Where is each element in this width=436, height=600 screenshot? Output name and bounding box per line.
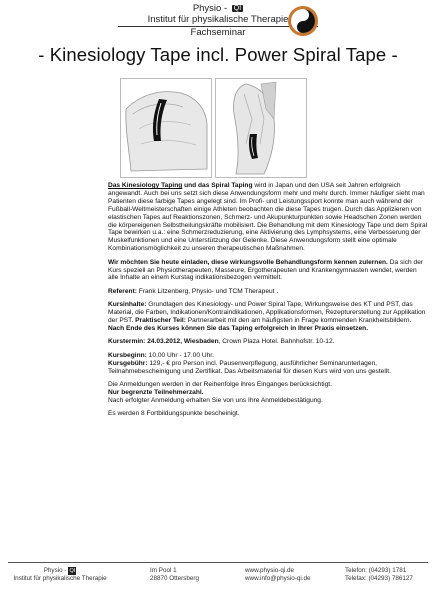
course-content-text: Grundlagen des Kinesiology- und Power Spiral Tape, Wirkungsweise des KT und PST, das Material, die Farben, Indikationen/Kontraindikationen, Applikationsformen, Rezepturerstellung zur Applikation der PST. xyxy=(108,301,426,325)
footer-address xyxy=(150,567,199,583)
referent-line xyxy=(108,288,428,296)
intro-text: wird in Japan und den USA seit Jahren erfolgreich angewandt. Auch bei uns setzt sich diese Anwendungsform mehr und mehr durch. Immer häufiger sieht man Patienten diese farbige Tapes angelegt sind. Im Profi- und Leistungssport konnte man auch während der Fußball-Weltmeisterschaften einige Athleten beobachten die diese Tapes trugen. Durch das Applizieren von elastischen Tapes auf Reaktionszonen, Schmerz- und Akupunkturpunkten sowie Headschen Zonen werden die körpereigenen Selbstheilungskräfte mobilisiert. Die Behandlung mit dem Kinesiology Tape und dem Spiral Tape bewirken u.a.: eine Schmerzreduzierung, eine Aktivierung des Lymphsystems, eine Verbesserung der Muskelfunktionen und eine Unterstützung der Gelenke. Diese Anwendungsform stellt eine optimale Kombinationsmöglichkeit zu unseren therapeutischen Maßnahmen. xyxy=(108,182,428,253)
footer-contact xyxy=(345,567,413,583)
footer-web xyxy=(245,567,311,583)
referent-label: Referent: xyxy=(108,287,137,295)
back-tape-illustration-icon xyxy=(216,79,306,177)
header-brand-text: Physio - xyxy=(192,3,228,14)
invitation-bold: Wir möchten Sie heute einladen, diese wirkungsvolle Behandlungsform kennen zulernen. xyxy=(108,258,388,266)
seminar-description xyxy=(108,182,428,424)
footer-street: Im Pool 1 xyxy=(150,567,177,574)
shoulder-tape-illustration xyxy=(120,78,212,178)
footer-brand-text: Physio - xyxy=(43,567,67,574)
intro-paragraph xyxy=(108,182,428,253)
course-start-value: 10.00 Uhr - 17.00 Uhr. xyxy=(146,351,214,359)
intro-highlight: Das Kinesiology Taping xyxy=(108,182,183,189)
registration-order: Die Anmeldungen werden in der Reihenfolge ihres Einganges berücksichtigt. xyxy=(108,381,332,389)
footer-institute: Institut für physikalische Therapie xyxy=(13,575,107,582)
course-date-venue: , Crown Plaza Hotel. Bahnhofstr. 10-12. xyxy=(218,338,335,346)
footer-email-link[interactable]: www.info@physio-qi.de xyxy=(245,575,311,582)
registration-confirmation: Nach erfolgter Anmeldung erhalten Sie von uns Ihre Anmeldebestätigung. xyxy=(108,396,323,404)
footer-fax: Telefax: (04293) 786127 xyxy=(345,575,413,582)
header-subtitle: Fachseminar xyxy=(190,27,246,38)
course-outcome: Nach Ende des Kurses können Sie das Taping erfolgreich in Ihrer Praxis einsetzen. xyxy=(108,325,369,332)
course-start-label: Kursbeginn: xyxy=(108,351,147,359)
practical-part-text: Partnerarbeit mit den am häufigsten in Frage kommenden Krankheitsbildern. xyxy=(185,317,412,325)
page-title: - Kinesiology Tape incl. Power Spiral Tape - xyxy=(38,44,398,65)
course-date-label: Kurstermin: 24.03.2012, Wiesbaden xyxy=(108,338,219,346)
registration-info xyxy=(108,381,428,405)
footer-phone: Telefon: (04293) 1781 xyxy=(345,567,407,574)
course-time-fee xyxy=(108,352,428,376)
course-fee-label: Kursgebühr: xyxy=(108,359,148,367)
yin-yang-figure-logo-icon xyxy=(286,4,320,38)
footer-divider xyxy=(8,562,428,563)
invitation-paragraph xyxy=(108,259,428,283)
course-fee-value: 129,- € pro Person incl. Pausenverpflegung, ausführlicher Seminarunterlagen, Teilnahmebescheinigung und Zertifikat. Das Arbeitsmaterial für diesen Kurs wird von uns gestellt. xyxy=(108,359,391,375)
header-institute: Institut für physikalische Therapie xyxy=(147,14,289,25)
footer-qi-badge: QI xyxy=(69,568,76,574)
course-content-label: Kursinhalte: xyxy=(108,301,147,309)
training-points: Es werden 8 Fortbildungspunkte bescheinigt. xyxy=(108,410,240,418)
footer-city: 28870 Ottersberg xyxy=(150,575,200,582)
course-date-line xyxy=(108,338,428,346)
invitation-text: Da sich der Kurs speziell an Physiotherapeuten, Masseure, Ergotherapeuten und Krankengymnasten wendet, werden alle Inhalte an einem Kurstag indikationsbezogen vermittelt. xyxy=(108,258,424,282)
shoulder-tape-illustration-icon xyxy=(121,79,211,177)
intro-bold: und das Spiral Taping xyxy=(182,182,253,189)
practical-part-label: Praktischer Teil: xyxy=(133,317,186,325)
qi-badge: QI xyxy=(233,5,242,12)
footer-website-link[interactable]: www.physio-qi.de xyxy=(245,567,294,574)
referent-value: Frank Litzenberg, Physio- und TCM Therapeut . xyxy=(136,287,279,295)
course-content-paragraph xyxy=(108,301,428,333)
limited-participants: Nur begrenzte Teilnehmerzahl. xyxy=(108,388,204,396)
footer-brand xyxy=(10,567,110,583)
header-brand-line xyxy=(0,3,436,14)
back-tape-illustration xyxy=(215,78,307,178)
